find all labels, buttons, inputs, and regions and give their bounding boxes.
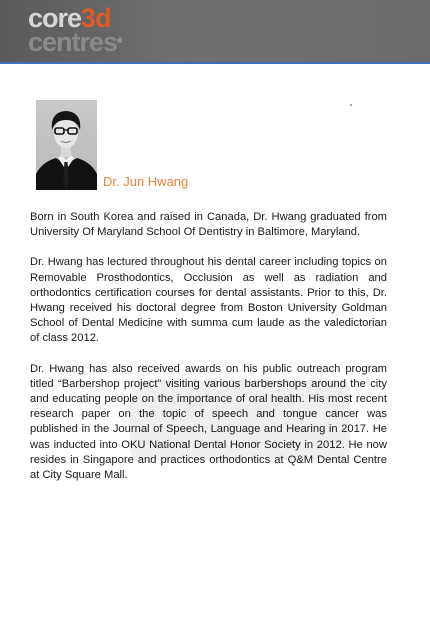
bio-paragraph-1: Born in South Korea and raised in Canada, Dr. Hwang graduated from University Of Maryland School Of Dentistry in Baltimore, Maryland. (30, 211, 387, 239)
biography-text (30, 210, 387, 498)
doctor-portrait-photo (36, 100, 97, 190)
bio-paragraph-3: Dr. Hwang has also received awards on his public outreach program titled “Barbershop project” visiting various barbershops around the city and educating people on the importance of oral health. His most recent research paper on the topic of speech and tongue cancer was published in the Journal of Speech, Language and Hearing in 2017. He was inducted into OKU National Dental Honor Society in 2012. He now resides in Singapore and practices orthodontics at Q&M Dental Centre at City Square Mall. (30, 362, 387, 482)
doctor-name: Dr. Jun Hwang (103, 174, 189, 189)
header-bar (0, 0, 430, 64)
logo-word-core: core (28, 3, 82, 33)
decorative-speck (350, 104, 352, 106)
company-logo[interactable] (28, 3, 123, 57)
bio-paragraph-2: Dr. Hwang has lectured throughout his dental career including topics on Removable Prosthodontics, Occlusion as well as radiation and orthodontics certification courses for dental assistants. Prior to this, Dr. Hwang received his doctoral degree from Boston University Goldman School of Dental Medicine with summa cum laude as the valedictorian of class 2012. (30, 256, 387, 345)
logo-word-centres: centres (28, 27, 118, 57)
logo-word-3d: 3d (81, 3, 111, 33)
portrait-illustration (36, 100, 97, 190)
logo-line-bottom (28, 27, 123, 57)
logo-trademark: ® (117, 38, 123, 45)
